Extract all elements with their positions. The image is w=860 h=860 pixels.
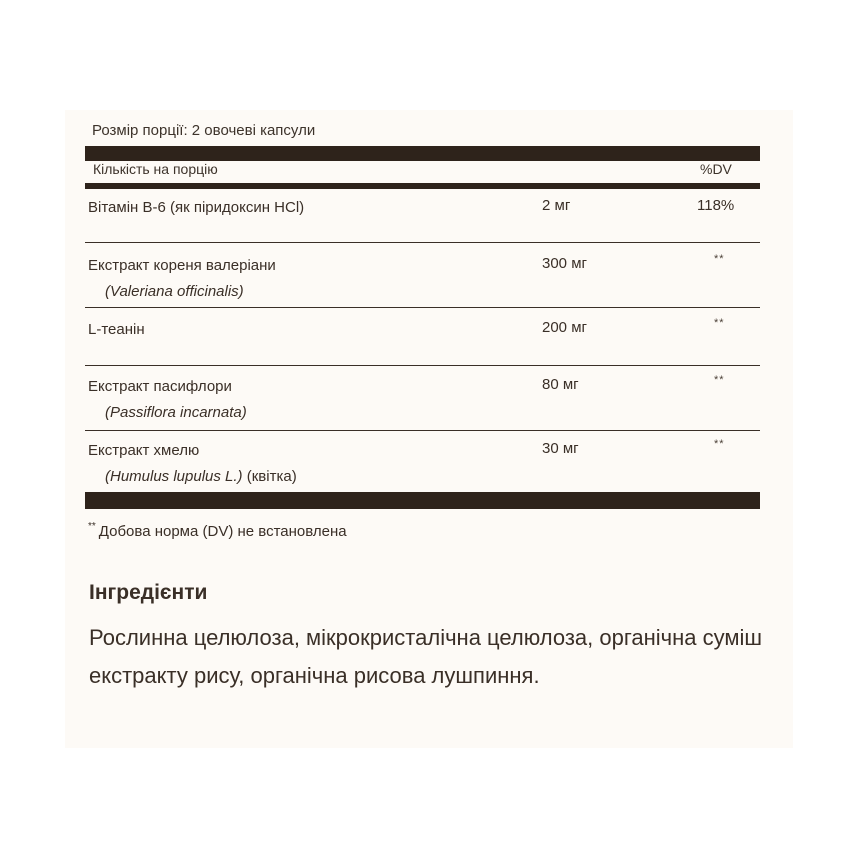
row-divider xyxy=(85,242,760,243)
nutrient-daily-value: ** xyxy=(714,253,725,265)
nutrient-amount: 300 мг xyxy=(542,255,587,272)
ingredients-heading: Інгредієнти xyxy=(89,581,208,604)
nutrient-name: Вітамін В-6 (як піридоксин HCl) xyxy=(88,199,305,216)
nutrient-latin-name: (Valeriana officinalis) xyxy=(105,283,244,300)
ingredients-list: Рослинна целюлоза, мікрокристалічна целюлоза, органічна суміш екстракту рису, органічна рисова лушпиння. xyxy=(89,625,763,688)
bottom-divider-bar xyxy=(85,492,760,509)
nutrient-amount: 2 мг xyxy=(542,197,571,214)
nutrient-name: Екстракт кореня валеріани xyxy=(88,257,276,274)
nutrient-latin-name: (Passiflora incarnata) xyxy=(105,404,247,421)
amount-per-serving-header: Кількість на порцію xyxy=(93,161,218,177)
latin-binomial: (Humulus lupulus L.) xyxy=(105,468,243,485)
nutrient-amount: 200 мг xyxy=(542,319,587,336)
top-divider-bar xyxy=(85,146,760,161)
nutrient-name: L-теанін xyxy=(88,321,145,338)
nutrient-daily-value: ** xyxy=(714,317,725,329)
nutrient-daily-value: 118% xyxy=(697,197,735,214)
nutrient-latin-name xyxy=(105,468,297,485)
header-divider-bar xyxy=(85,183,760,189)
nutrient-name: Екстракт хмелю xyxy=(88,442,200,459)
nutrient-amount: 80 мг xyxy=(542,376,579,393)
plant-part-note: (квітка) xyxy=(242,468,297,485)
footnote-mark: ** xyxy=(88,521,96,532)
nutrient-name: Екстракт пасифлори xyxy=(88,378,232,395)
nutrient-daily-value: ** xyxy=(714,374,725,386)
nutrient-amount: 30 мг xyxy=(542,440,579,457)
serving-size: Розмір порції: 2 овочеві капсули xyxy=(92,122,316,139)
daily-value-footnote xyxy=(88,523,347,540)
row-divider xyxy=(85,307,760,308)
nutrient-daily-value: ** xyxy=(714,438,725,450)
footnote-text: Добова норма (DV) не встановлена xyxy=(98,523,347,540)
row-divider xyxy=(85,430,760,431)
row-divider xyxy=(85,365,760,366)
daily-value-header: %DV xyxy=(700,161,732,177)
